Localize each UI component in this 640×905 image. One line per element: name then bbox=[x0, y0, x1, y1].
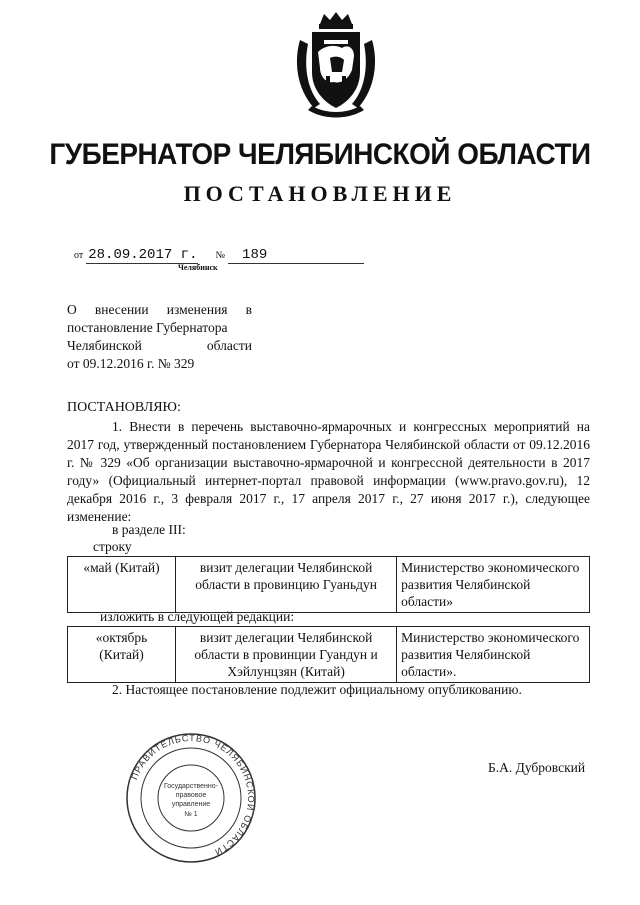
table-row bbox=[68, 557, 590, 613]
document-subject bbox=[67, 301, 252, 373]
document-type: ПОСТАНОВЛЕНИЕ bbox=[183, 181, 457, 206]
svg-text:№ 1: № 1 bbox=[184, 811, 198, 818]
svg-text:правовое: правовое bbox=[175, 792, 207, 799]
paragraph-2: 2. Настоящее постановление подлежит официальному опубликованию. bbox=[112, 682, 522, 697]
paragraph-1: 1. Внести в перечень выставочно-ярмарочных и конгрессных мероприятий на 2017 год, утвержденный постановлением Губернатора Челябинской области от 09.12.2016 г. № 329 «Об организации выставочно-ярмарочной и конгрессной деятельности в 2017 году» (Официальный интернет-портал правовой информации (www.pravo.gov.ru), 12 декабря 2016 г., 3 февраля 2017 г., 17 апреля 2017 г., 27 июня 2017 г.), следующее изменение: bbox=[67, 419, 590, 524]
subject-line: О внесении изменения в bbox=[67, 302, 252, 317]
svg-text:управление: управление bbox=[171, 801, 211, 808]
coat-of-arms-emblem bbox=[290, 10, 382, 122]
restate-instruction: изложить в следующей редакции: bbox=[100, 609, 295, 624]
period-cell: «октябрь (Китай) bbox=[68, 627, 176, 683]
city-label: Челябинск bbox=[178, 263, 218, 272]
new-row-table bbox=[67, 626, 590, 683]
organizer-cell: Министерство экономического развития Челябинской области» bbox=[397, 557, 590, 613]
section-reference: в разделе III: bbox=[112, 522, 186, 537]
date-number-line bbox=[74, 246, 364, 264]
subject-line: от 09.12.2016 г. № 329 bbox=[67, 356, 195, 371]
table-row bbox=[68, 627, 590, 683]
svg-text:Государственно-: Государственно- bbox=[163, 783, 219, 790]
resolve-heading: ПОСТАНОВЛЯЮ: bbox=[67, 400, 181, 415]
subject-line: постановление Губернатора bbox=[67, 320, 228, 335]
signature-name: Б.А. Дубровский bbox=[488, 760, 586, 775]
event-cell: визит делегации Челябинской области в провинцию Гуаньдун bbox=[176, 557, 397, 613]
number-label: № bbox=[215, 250, 226, 261]
subject-line: Челябинской области bbox=[67, 338, 252, 353]
svg-text:ПРАВИТЕЛЬСТВО ЧЕЛЯБИНСКОЙ ОБЛА: ПРАВИТЕЛЬСТВО ЧЕЛЯБИНСКОЙ ОБЛАСТИ bbox=[129, 732, 257, 858]
document-title: ГУБЕРНАТОР ЧЕЛЯБИНСКОЙ ОБЛАСТИ bbox=[49, 138, 591, 171]
organizer-cell: Министерство экономического развития Челябинской области». bbox=[397, 627, 590, 683]
document-number: 189 bbox=[228, 247, 364, 264]
document-date: 28.09.2017 г. bbox=[88, 247, 198, 263]
event-cell: визит делегации Челябинской области в провинции Гуандун и Хэйлунцзян (Китай) bbox=[176, 627, 397, 683]
old-row-table bbox=[67, 556, 590, 613]
official-seal-stamp bbox=[123, 730, 259, 866]
period-cell: «май (Китай) bbox=[68, 557, 176, 613]
row-reference: строку bbox=[93, 539, 132, 554]
date-label: от bbox=[74, 250, 84, 261]
